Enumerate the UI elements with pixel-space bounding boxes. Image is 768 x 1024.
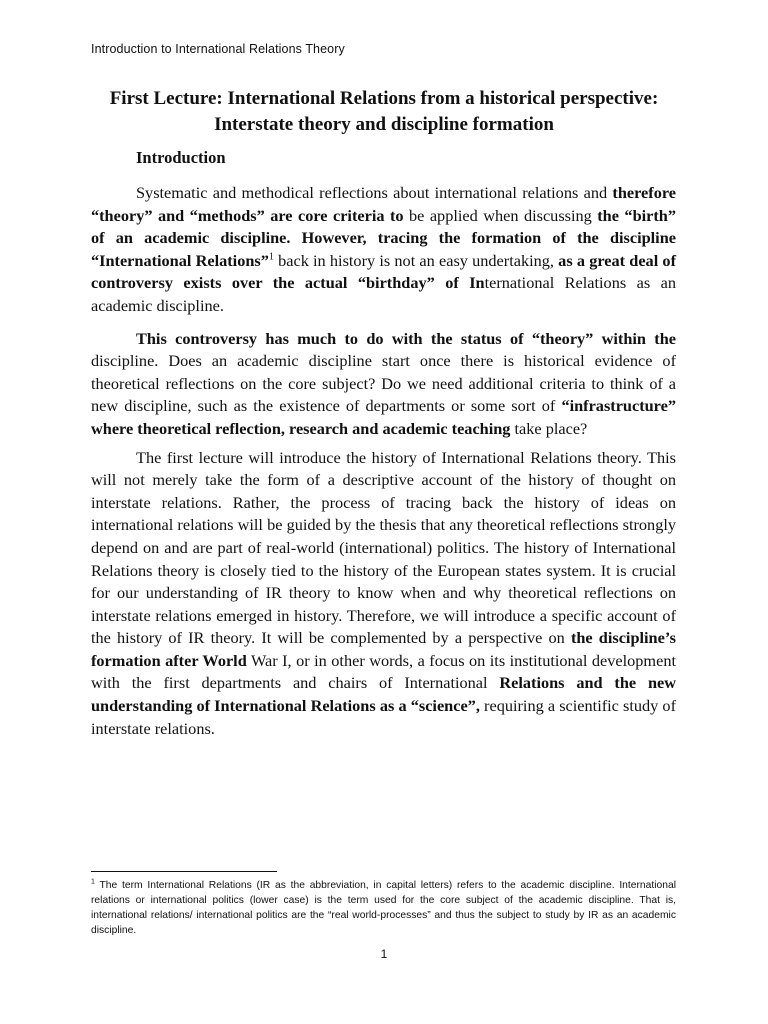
section-heading: Introduction: [136, 148, 226, 167]
body-text: [91, 182, 676, 750]
page-number: 1: [380, 947, 388, 961]
paragraph-1: [91, 182, 676, 318]
paragraph-1-text: back in history is not an easy undertaking,: [273, 250, 559, 270]
paragraph-1-text: Systematic and methodical reflections about international relations and: [136, 183, 613, 202]
paragraph-3-text: requiring a scientific study of interstate relations.: [91, 696, 676, 738]
running-header: Introduction to International Relations Theory: [91, 42, 345, 56]
paragraph-1-bold-text: as a great deal of controversy exists over the actual “birthday” of In: [91, 250, 676, 293]
paragraph-3-text: War I, or in other words, a focus on its institutional development with the first departments and chairs of International: [91, 650, 676, 693]
paragraph-3: [91, 447, 676, 741]
paragraph-3-bold-text: Relations and the new understanding of International Relations as a “science”,: [91, 673, 676, 716]
paragraph-2-bold-text: This controversy has much to do with the status of “theory” within the: [136, 328, 676, 348]
paragraph-2-text: discipline. Does an academic discipline start once there is historical evidence of theoretical reflections on the core subject? Do we need additional criteria to think of a new discipline, such as the existence of departments or some sort of: [91, 351, 676, 416]
footnote: [91, 878, 676, 938]
paragraph-3-bold-text: the discipline’s formation after World: [91, 628, 676, 670]
footnote-reference[interactable]: 1: [268, 251, 274, 263]
paragraph-3-text: The first lecture will introduce the history of International Relations theory. This will not merely take the form of a descriptive account of the history of thought on interstate relations. Rather, the process of tracing back the history of ideas on international relations will be guided by the thesis that any theoretical reflections strongly depend on and are part of real-world (international) politics. The history of International Relations theory is closely tied to the history of the European states system. It is crucial for our understanding of IR theory to know when and why theoretical reflections on interstate relations emerged in history. Therefore, we will introduce a specific account of the history of IR theory. It will be complemented by a perspective on: [91, 447, 676, 648]
footnote-text: The term International Relations (IR as the abbreviation, in capital letters) refers to the academic discipline. International relations or international politics (lower case) is the term used for the core subject of the academic discipline. That is, international relations/ international politics are the “real world-processes” and thus the subject to study by IR as an academic discipline.: [91, 880, 676, 936]
paragraph-2-bold-text: “infrastructure” where theoretical reflection, research and academic teaching: [91, 396, 676, 438]
paragraph-1-text: ternational Relations as an academic discipline.: [91, 273, 676, 315]
paragraph-1-text: be applied when discussing: [403, 205, 598, 225]
paragraph-2: [91, 328, 676, 441]
footnote-marker: 1: [91, 878, 95, 886]
footnote-separator: [91, 871, 277, 872]
lecture-title: First Lecture: International Relations from a historical perspective: Interstate theory and discipline formation: [109, 88, 659, 135]
paragraph-1-bold-text: the “birth” of an academic discipline. However, tracing the formation of the discipline “International Relations”: [91, 205, 676, 270]
paragraph-1-bold-text: therefore “theory” and “methods” are core criteria to: [91, 183, 676, 225]
paragraph-2-text: take place?: [510, 418, 588, 438]
